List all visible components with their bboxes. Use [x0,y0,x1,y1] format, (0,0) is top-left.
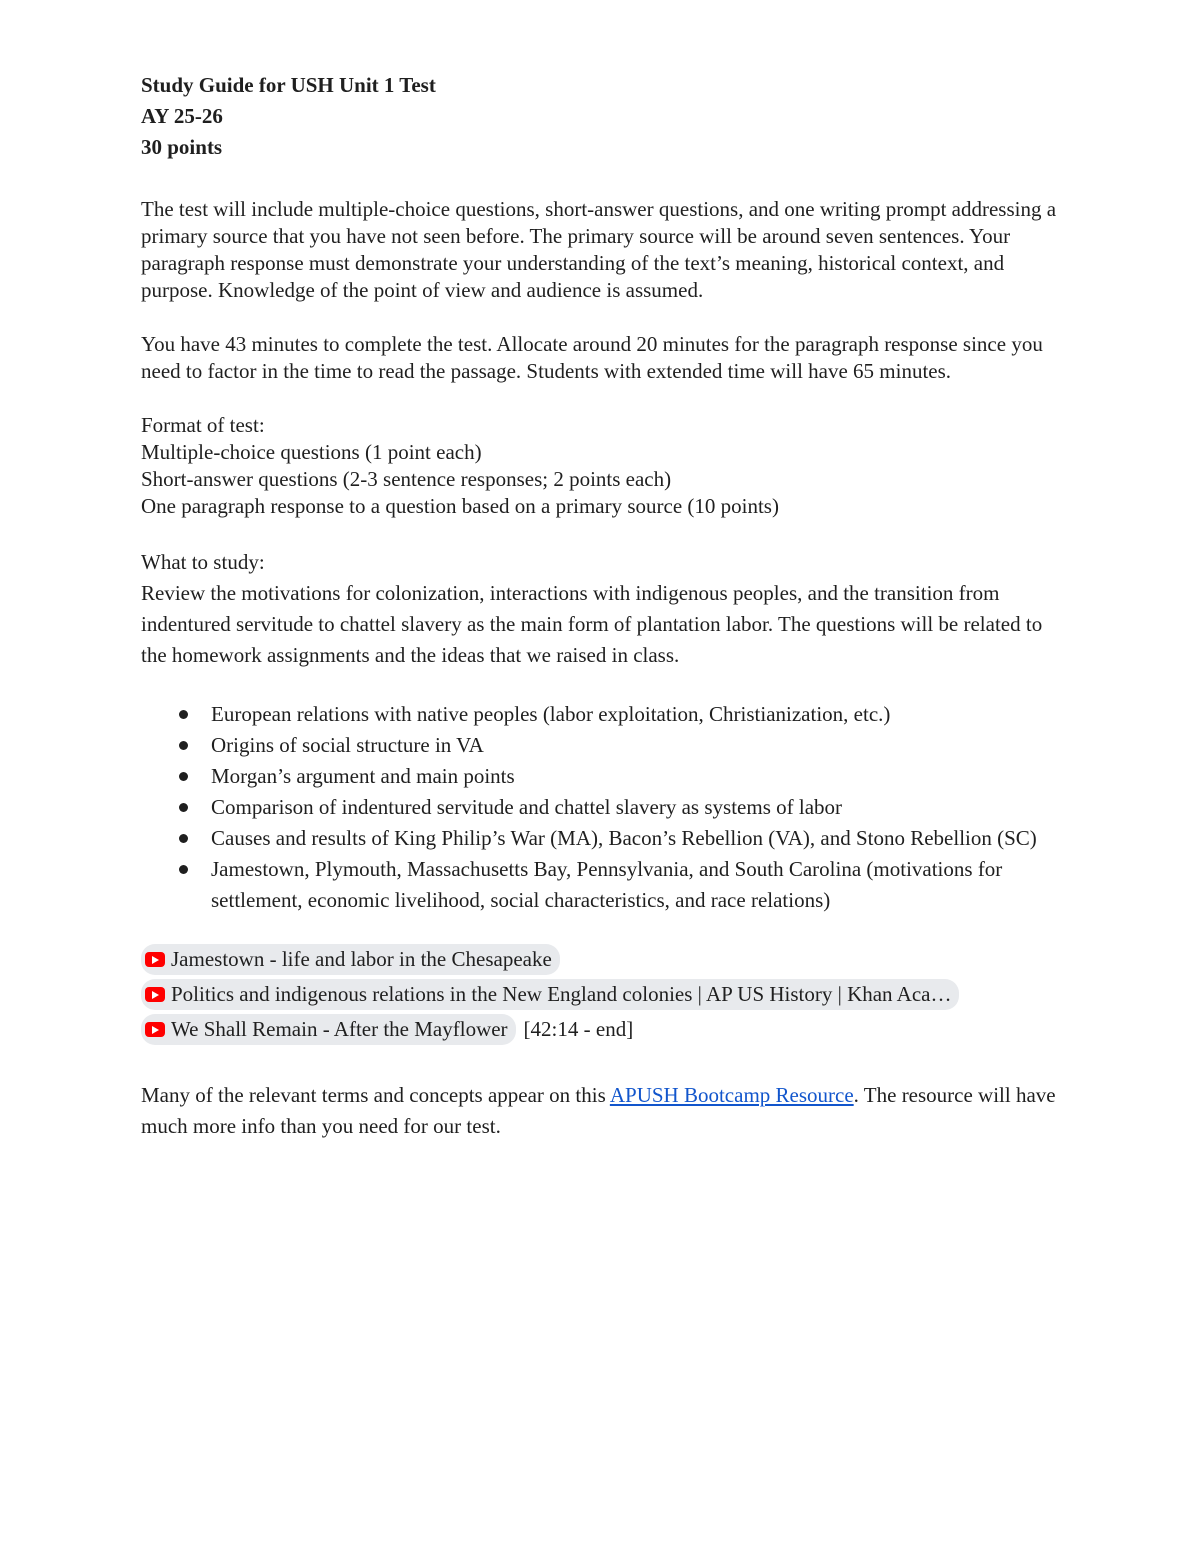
video-links [141,942,1071,1047]
video-row [141,977,1071,1012]
youtube-icon [145,952,165,967]
topic-list [141,699,1071,916]
bullet-icon [179,865,188,874]
topic-item [141,792,1071,823]
topic-item [141,823,1071,854]
title-block [141,70,1071,163]
topic-item [141,761,1071,792]
youtube-icon [145,1022,165,1037]
bullet-icon [179,772,188,781]
topic-item [141,699,1071,730]
video-row [141,942,1071,977]
apush-bootcamp-link[interactable]: APUSH Bootcamp Resource [609,1083,854,1107]
bullet-icon [179,803,188,812]
intro-paragraph: The test will include multiple-choice questions, short-answer questions, and one writing prompt addressing a primary source that you have not seen before. The primary source will be around seven sentences. Your paragraph response must demonstrate your understanding of the text’s meaning, historical context, and purpose. Knowledge of the point of view and audience is assumed. [141,197,1057,302]
topic-text: Causes and results of King Philip’s War (MA), Bacon’s Rebellion (VA), and Stono Rebellion (SC) [211,826,1037,850]
bullet-icon [179,741,188,750]
timing-paragraph: You have 43 minutes to complete the test. Allocate around 20 minutes for the paragraph response since you need to factor in the time to read the passage. Students with extended time will have 65 minutes. [141,332,1043,383]
bullet-icon [179,834,188,843]
video-chip-we-shall-remain[interactable] [141,1014,516,1045]
format-item: Multiple-choice questions (1 point each) [141,440,482,464]
study-heading: What to study: [141,550,265,574]
video-title: Politics and indigenous relations in the New England colonies | AP US History | Khan Aca… [171,982,952,1006]
topic-item [141,854,1071,916]
format-item: Short-answer questions (2-3 sentence responses; 2 points each) [141,467,672,491]
document-page [141,70,1071,1142]
study-paragraph: Review the motivations for colonization, interactions with indigenous peoples, and the transition from indentured servitude to chattel slavery as the main form of plantation labor. The questions will be related to the homework assignments and the ideas that we raised in class. [141,581,1043,667]
format-section [141,412,1071,520]
video-row [141,1012,1071,1047]
video-timestamp: [42:14 - end] [523,1017,634,1041]
video-title: Jamestown - life and labor in the Chesapeake [171,947,552,971]
youtube-icon [145,987,165,1002]
closing-text-before: Many of the relevant terms and concepts appear on this [141,1083,610,1107]
closing-text-after: . The resource will have much more info than you need for our test. [141,1083,1056,1138]
bullet-icon [179,710,188,719]
topic-text: Origins of social structure in VA [211,733,484,757]
format-heading: Format of test: [141,413,265,437]
academic-year: AY 25-26 [141,104,223,128]
topic-text: Morgan’s argument and main points [211,764,515,788]
video-title: We Shall Remain - After the Mayflower [171,1017,508,1041]
topic-item [141,730,1071,761]
topic-text: European relations with native peoples (labor exploitation, Christianization, etc.) [211,702,891,726]
topic-text: Jamestown, Plymouth, Massachusetts Bay, Pennsylvania, and South Carolina (motivations for settlement, economic livelihood, social characteristics, and race relations) [211,857,1003,912]
format-item: One paragraph response to a question based on a primary source (10 points) [141,494,779,518]
document-title: Study Guide for USH Unit 1 Test [141,73,436,97]
video-chip-new-england[interactable] [141,979,959,1010]
total-points: 30 points [141,135,223,159]
study-section [141,547,1071,916]
topic-text: Comparison of indentured servitude and chattel slavery as systems of labor [211,795,843,819]
closing-paragraph [141,1080,1071,1142]
video-chip-jamestown[interactable] [141,944,560,975]
